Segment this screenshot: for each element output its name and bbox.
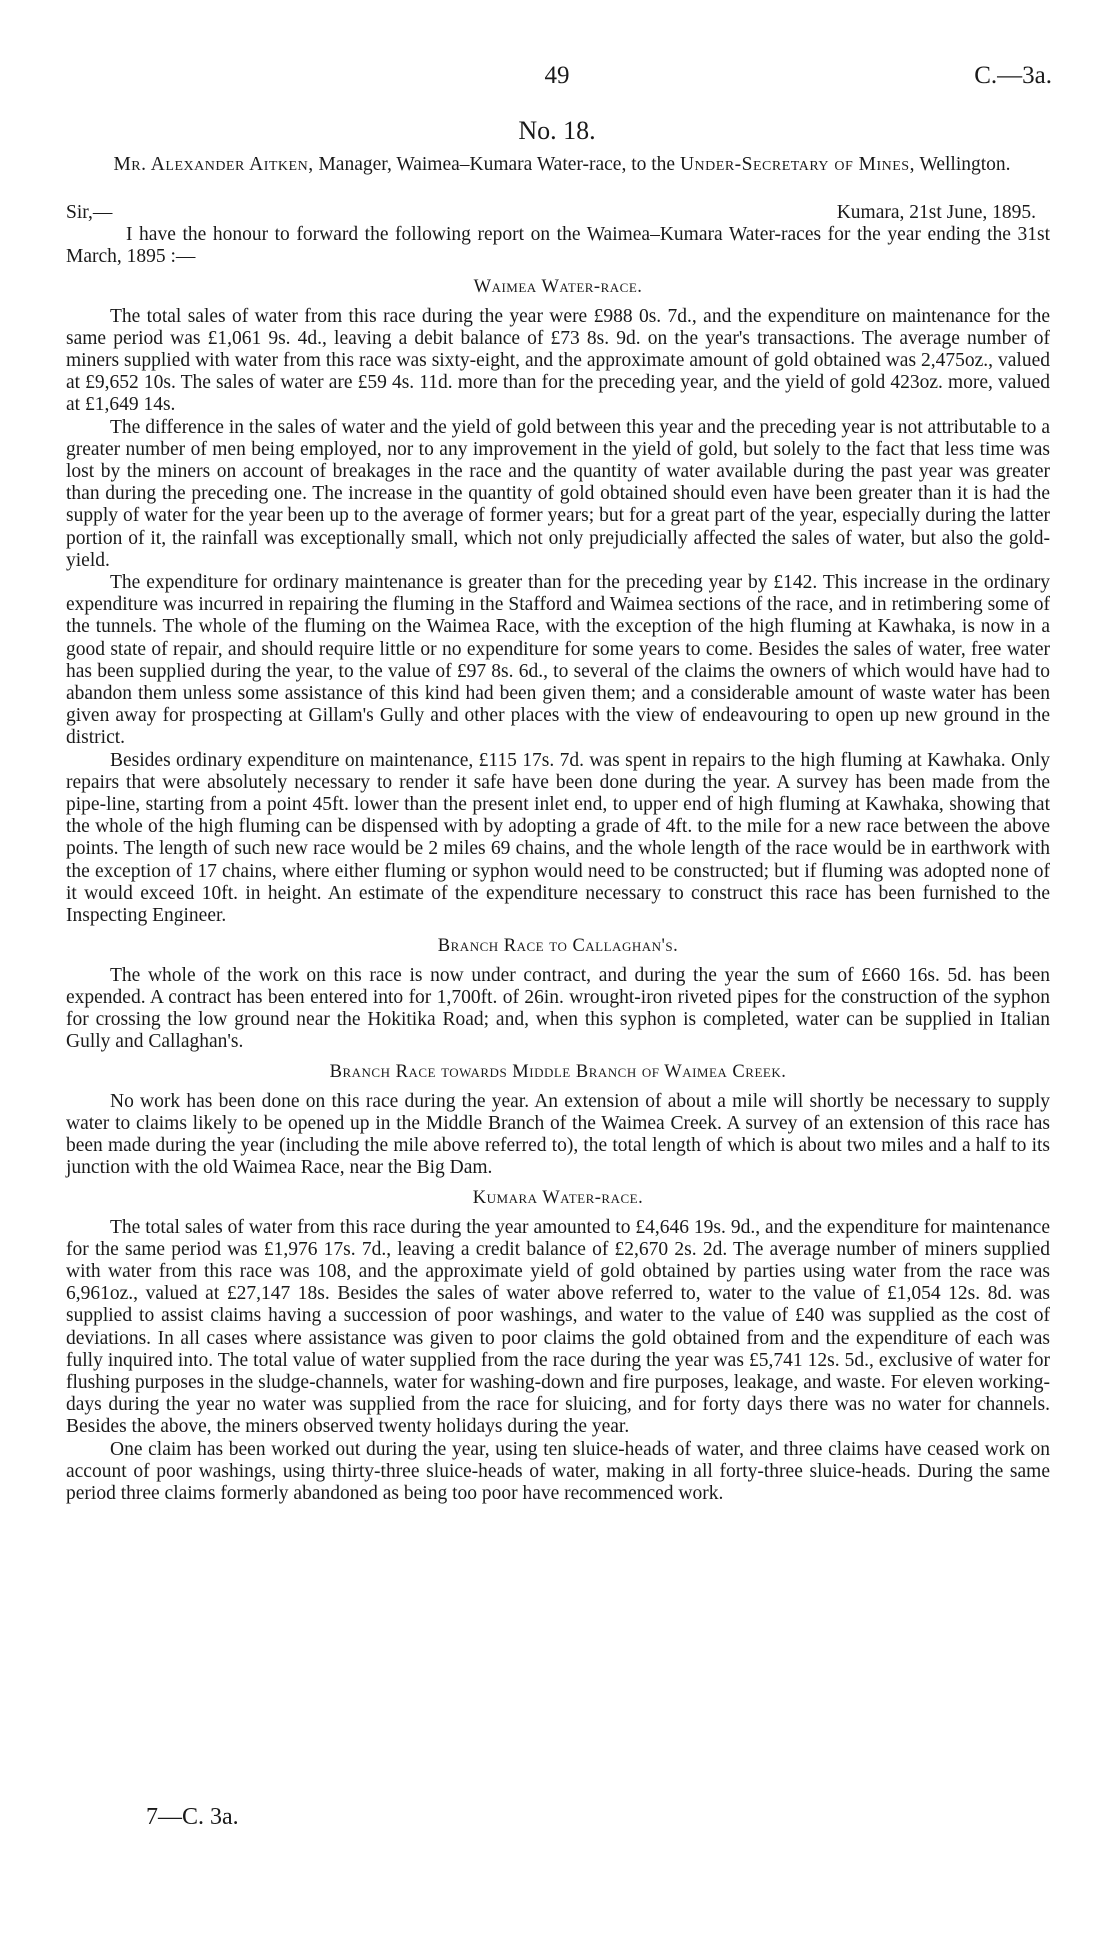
section-heading: Branch Race towards Middle Branch of Waimea Creek. — [329, 1062, 787, 1083]
sender-role: Manager, Waimea–Kumara Water-race, to the — [313, 154, 680, 175]
paragraph: The difference in the sales of water and the yield of gold between this year and the preceding year is not attributable to a greater number of men being employed, nor to any improvement in the yield of gold, but solely to the fact that less time was lost by the miners on account of breakages in the race and the quantity of water available during the past year was greater than during the preceding one. The increase in the quantity of gold obtained should even have been greater than it is had the supply of water for the year been up to the average of former years; but for a great part of the year, especially during the latter portion of it, the rainfall was exceptionally small, which not only prejudicially affected the sales of water, but also the gold-yield. — [66, 416, 1050, 571]
report-number: No. 18. — [518, 116, 596, 145]
document-code: C.—3a. — [974, 62, 1052, 89]
section-heading: Kumara Water-race. — [472, 1188, 644, 1209]
paragraph: The whole of the work on this race is now under contract, and during the year the sum of £660 16s. 5d. has been expended. A contract has been entered into for 1,700ft. of 26in. wrought-iron riveted pipes for the construction of the syphon for crossing the low ground near the Hokitika Road; and, when this syphon is completed, water can be supplied in Italian Gully and Callaghan's. — [66, 964, 1050, 1053]
intro-paragraph: I have the honour to forward the following report on the Waimea–Kumara Water-races for the year ending the 31st March, 1895 :— — [66, 224, 1050, 268]
paragraph: One claim has been worked out during the year, using ten sluice-heads of water, and three claims have ceased work on account of poor washings, using thirty-three sluice-heads of water, making in all forty-three sluice-heads. During the same period three claims formerly abandoned as being too poor have recommenced work. — [66, 1438, 1050, 1504]
report-body — [66, 224, 1050, 1505]
recipient-place: Wellington. — [914, 154, 1011, 175]
paragraph: The total sales of water from this race during the year were £988 0s. 7d., and the expenditure on maintenance for the same period was £1,061 9s. 4d., leaving a debit balance of £73 8s. 9d. on the year's transactions. The average number of miners supplied with water from this race was sixty-eight, and the approximate amount of gold obtained was 2,475oz., valued at £9,652 10s. The sales of water are £59 4s. 11d. more than for the preceding year, and the yield of gold 423oz. more, valued at £1,649 14s. — [66, 305, 1050, 416]
footer-signature: 7—C. 3a. — [146, 1804, 239, 1830]
paragraph: Besides ordinary expenditure on maintenance, £115 17s. 7d. was spent in repairs to the high fluming at Kawhaka. Only repairs that were absolutely necessary to render it safe have been done during the year. A survey has been made from the pipe-line, starting from a point 45ft. lower than the present inlet end, to upper end of high fluming at Kawhaka, showing that the whole of the high fluming can be dispensed with by adopting a grade of 4ft. to the mile for a new race between the above points. The length of such new race would be 2 miles 69 chains, and the whole length of the race would be in earthwork with the exception of 17 chains, where either fluming or syphon would need to be constructed; but if fluming was adopted none of it would exceed 10ft. in height. An estimate of the expenditure necessary to construct this race has been furnished to the Inspecting Engineer. — [66, 749, 1050, 927]
addressee — [72, 153, 1052, 176]
page-number: 49 — [544, 62, 570, 89]
section-heading: Branch Race to Callaghan's. — [437, 936, 679, 957]
sender-name: Mr. Alexander Aitken, — [113, 154, 314, 175]
section-heading: Waimea Water-race. — [473, 277, 643, 298]
paragraph: The total sales of water from this race during the year amounted to £4,646 19s. 9d., and the expenditure for maintenance for the same period was £1,976 17s. 7d., leaving a credit balance of £2,670 2s. 2d. The average number of miners supplied with water from this race was 108, and the approximate yield of gold obtained by parties using water from the race was 6,961oz., valued at £27,147 18s. Besides the sales of water above referred to, water to the value of £1,054 12s. 8d. was supplied to assist claims having a succession of poor washings, and water to the value of £40 was supplied as the cost of deviations. In all cases where assistance was given to poor claims the gold obtained from and the expenditure of each was fully inquired into. The total value of water supplied from the race during the year was £5,741 12s. 5d., exclusive of water for flushing purposes in the sludge-channels, water for washing-down and fire purposes, leakage, and waste. For eleven working-days during the year no water was supplied from the race for sluicing, and for forty days there was no water for channels. Besides the above, the miners observed twenty holidays during the year. — [66, 1216, 1050, 1438]
recipient: Under-Secretary of Mines, — [679, 154, 915, 175]
dateline: Kumara, 21st June, 1895. — [836, 202, 1036, 223]
paragraph: The expenditure for ordinary maintenance is greater than for the preceding year by £142. This increase in the ordinary expenditure was incurred in repairing the fluming in the Stafford and Waimea sections of the race, and in retimbering some of the tunnels. The whole of the fluming on the Waimea Race, with the exception of the high fluming at Kawhaka, is now in a good state of repair, and should require little or no expenditure for some years to come. Besides the sales of water, free water has been supplied during the year, to the value of £97 8s. 6d., to several of the claims the owners of which would have had to abandon them unless some assistance of this kind had been given them; and a considerable amount of waste water has been given away for prospecting at Gillam's Gully and other places with the view of endeavouring to open up new ground in the district. — [66, 572, 1050, 749]
paragraph: No work has been done on this race during the year. An extension of about a mile will shortly be necessary to supply water to claims likely to be opened up in the Middle Branch of the Waimea Creek. A survey of an extension of this race has been made during the year (including the mile above referred to), the total length of which is about two miles and a half to its junction with the old Waimea Race, near the Big Dam. — [66, 1090, 1050, 1179]
salutation: Sir,— — [66, 202, 113, 223]
